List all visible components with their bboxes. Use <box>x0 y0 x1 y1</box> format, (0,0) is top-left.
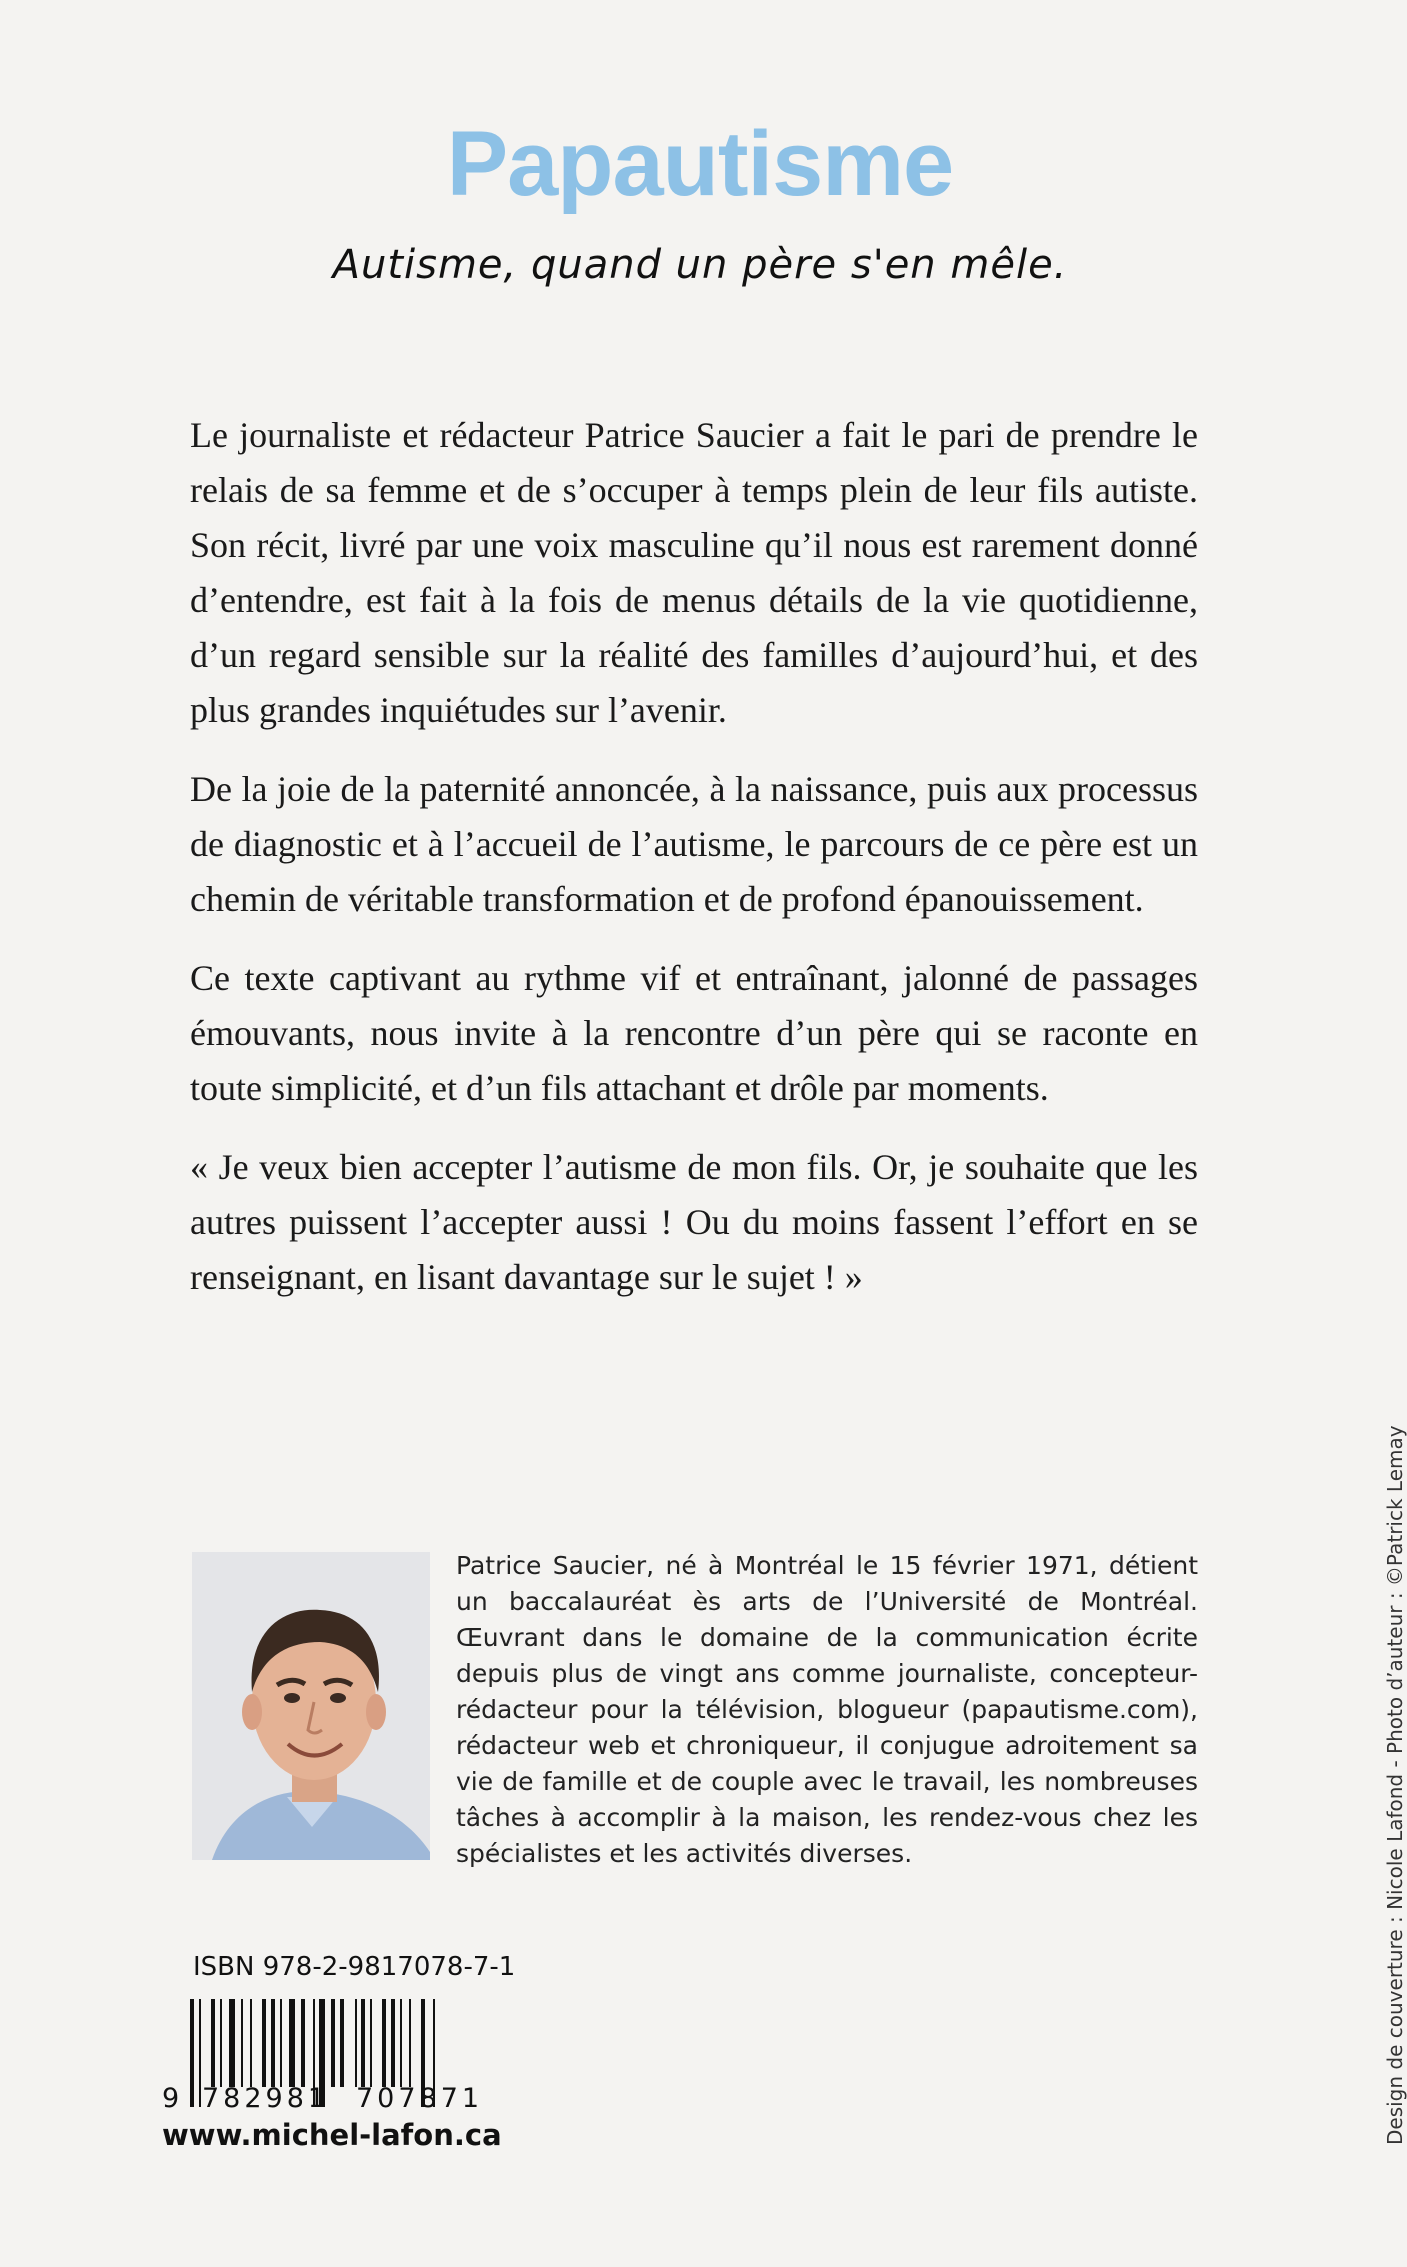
book-title: Papautisme <box>446 113 954 215</box>
barcode-bar <box>211 1999 215 2087</box>
barcode-bar <box>241 1999 243 2087</box>
synopsis <box>190 408 1198 1329</box>
barcode-bar <box>262 1999 266 2087</box>
barcode-bar <box>301 1999 305 2087</box>
barcode-bar <box>190 1999 194 2107</box>
barcode-bar <box>271 1999 275 2087</box>
book-subtitle: Autisme, quand un père s'en mêle. <box>332 242 1068 288</box>
author-quote: « Je veux bien accepter l’autisme de mon fils. Or, je souhaite que les autres puissent l’accepter aussi ! Ou du moins fassent l’effort en se renseignant, en lisant davantage sur le sujet ! » <box>190 1147 1198 1297</box>
synopsis-paragraph: Le journaliste et rédacteur Patrice Saucier a fait le pari de prendre le relais de sa femme et de s’occuper à temps plein de leur fils autiste. Son récit, livré par une voix masculine qu’il nous est rarement donné d’entendre, est fait à la fois de menus détails de la vie quotidienne, d’un regard sensible sur la réalité des familles d’aujourd’hui, et des plus grandes inquiétudes sur l’avenir. <box>190 415 1198 730</box>
barcode-bar <box>220 1999 222 2087</box>
barcode-bar <box>361 1999 365 2087</box>
barcode-bar <box>355 1999 357 2087</box>
barcode-bar <box>370 1999 372 2087</box>
publisher-url[interactable]: www.michel-lafon.ca <box>162 2118 502 2152</box>
barcode-bar <box>250 1999 252 2087</box>
barcode-bar <box>229 1999 235 2087</box>
barcode-bar <box>199 1999 201 2107</box>
cover-credit: Design de couverture : Nicole Lafond - Photo d’auteur : ©Patrick Lemay <box>1383 1425 1407 2145</box>
barcode-bar <box>331 1999 335 2087</box>
synopsis-paragraph: De la joie de la paternité annoncée, à la naissance, puis aux processus de diagnostic et à l’accueil de l’autisme, le parcours de ce père est un chemin de véritable transformation et de profond épanouissement. <box>190 769 1198 919</box>
barcode-digits-left: 782981 <box>202 2083 330 2114</box>
barcode-bar <box>409 1999 411 2087</box>
isbn: ISBN 978-2-9817078-7-1 <box>193 1952 516 1982</box>
synopsis-paragraph: Ce texte captivant au rythme vif et entraînant, jalonné de passages émouvants, nous invite à la rencontre d’un père qui se raconte en toute simplicité, et d’un fils attachant et drôle par moments. <box>190 958 1198 1108</box>
barcode-digit-prefix: 9 <box>162 2083 180 2114</box>
barcode-bar <box>289 1999 295 2087</box>
barcode-bar <box>382 1999 386 2087</box>
barcode-digits-right: 707871 <box>356 2083 484 2114</box>
author-bio: Patrice Saucier, né à Montréal le 15 février 1971, détient un baccalauréat ès arts de l’Université de Montréal. Œuvrant dans le domaine de la communication écrite depuis plus de vingt ans comme journaliste, concepteur-rédacteur pour la télévision, blogueur (papautisme.com), rédacteur web et chroniqueur, il conjugue adroitement sa vie de famille et de couple avec le travail, les nombreuses tâches à accomplir à la maison, les rendez-vous chez les spécialistes et les activités diverses. <box>456 1551 1198 1868</box>
barcode-bar <box>280 1999 282 2087</box>
barcode-bar <box>400 1999 402 2087</box>
author-portrait-image <box>192 1552 430 1860</box>
barcode-bar <box>340 1999 344 2087</box>
author-photo <box>192 1552 430 1860</box>
barcode-bar <box>391 1999 395 2087</box>
